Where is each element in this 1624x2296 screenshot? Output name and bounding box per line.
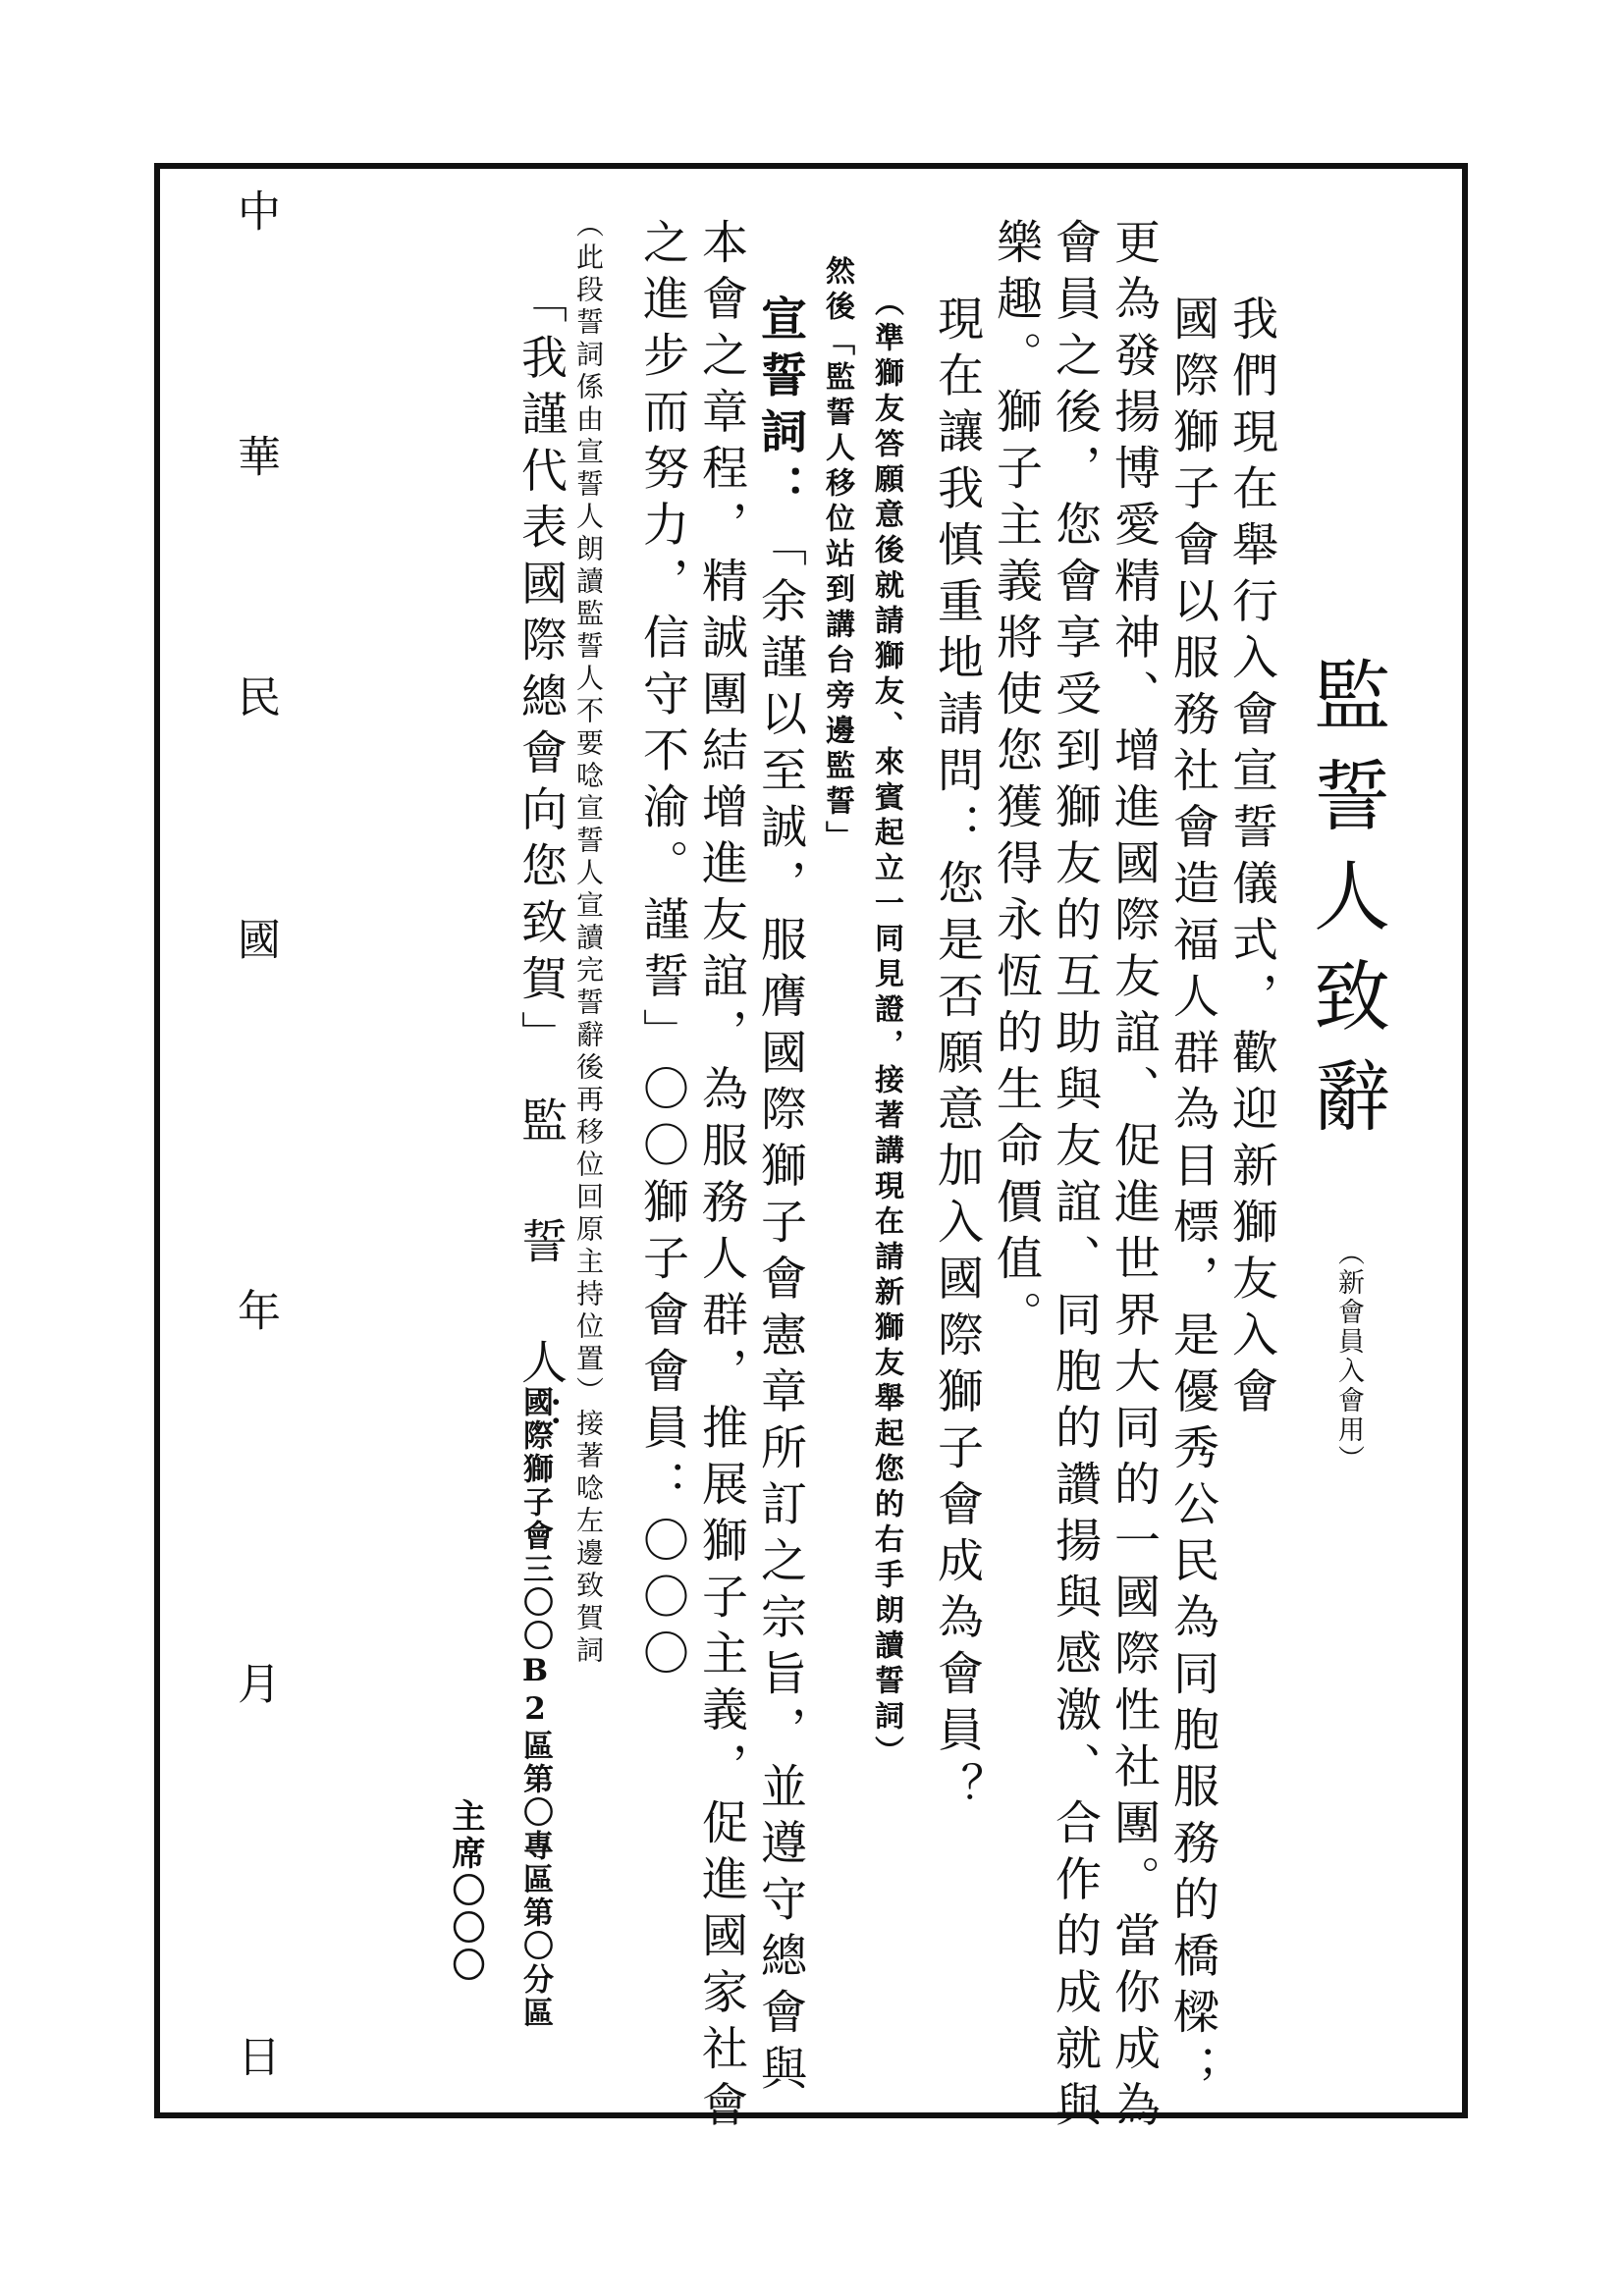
instruction-note-1: （準獅友答願意後就請獅友、來賓起立一同見證，接著講現在請新獅友舉起您的右手朗讀誓詞） <box>869 287 903 1771</box>
oath-line-1 <box>753 294 807 2101</box>
instruction-note-3: （此段誓詞係由宣誓人朗讀監誓人不要唸宣誓人宣讀完誓辭後再移位回原主持位置）接著唸左邊致賀詞 <box>572 210 605 1668</box>
paragraph-line-1: 我們現在舉行入會宣誓儀式，歡迎新獅友入會 <box>1224 294 1278 1423</box>
page-frame <box>154 163 1468 2137</box>
oath-line-3: 之進步而努力，信守不渝。謹誓」〇〇獅子會會員：〇〇〇 <box>635 218 689 1685</box>
date-char-guo: 國 <box>230 917 280 960</box>
overseer-organization: 國際獅子會三〇〇B2區第〇專區第〇分區 <box>517 1386 553 2030</box>
paragraph-line-4: 會員之後，您會享受到獅友的互助與友誼、同胞的讚揚與感激、合作的成就與 <box>1048 218 1102 2137</box>
congrats-line <box>514 277 568 1451</box>
chair-signature: 主席〇〇〇 <box>446 1798 485 1985</box>
paragraph-line-3: 更為發揚博愛精神、增進國際友誼、促進世界大同的一國際性社團。當你成為 <box>1107 218 1161 2137</box>
overseer-label: 監 誓 人： <box>514 1096 568 1451</box>
oath-line-2: 本會之章程，精誠團結增進友誼，為服務人群，推展獅子主義，促進國家社會 <box>694 218 748 2137</box>
oath-label: 宣誓詞： <box>753 294 807 520</box>
paragraph-line-2: 國際獅子會以服務社會造福人群為目標，是優秀公民為同胞服務的橋樑； <box>1165 294 1219 2101</box>
oath-text-1: 「余謹以至誠，服膺國際獅子會憲章所訂之宗旨，並遵守總會與 <box>753 520 807 2101</box>
date-char-yue: 月 <box>230 1661 280 1704</box>
date-char-ri: 日 <box>230 2034 280 2077</box>
congrats-text: 「我謹代表國際總會向您致賀」 <box>514 277 568 1067</box>
date-char-hua: 華 <box>230 434 280 477</box>
date-char-min: 民 <box>230 674 280 718</box>
date-char-zhong: 中 <box>230 188 280 232</box>
paragraph-line-5: 樂趣。獅子主義將使您獲得永恆的生命價值。 <box>989 218 1043 1347</box>
instruction-note-2: 然後「監誓人移位站到講台旁邊監誓」 <box>820 255 854 856</box>
date-char-nian: 年 <box>230 1288 280 1331</box>
paragraph-line-6: 現在讓我慎重地請問：您是否願意加入國際獅子會成為會員？ <box>930 294 984 1819</box>
page-title: 監誓人致辭 <box>1301 656 1389 1156</box>
page-subtitle: （新會員入會用） <box>1333 1239 1364 1474</box>
